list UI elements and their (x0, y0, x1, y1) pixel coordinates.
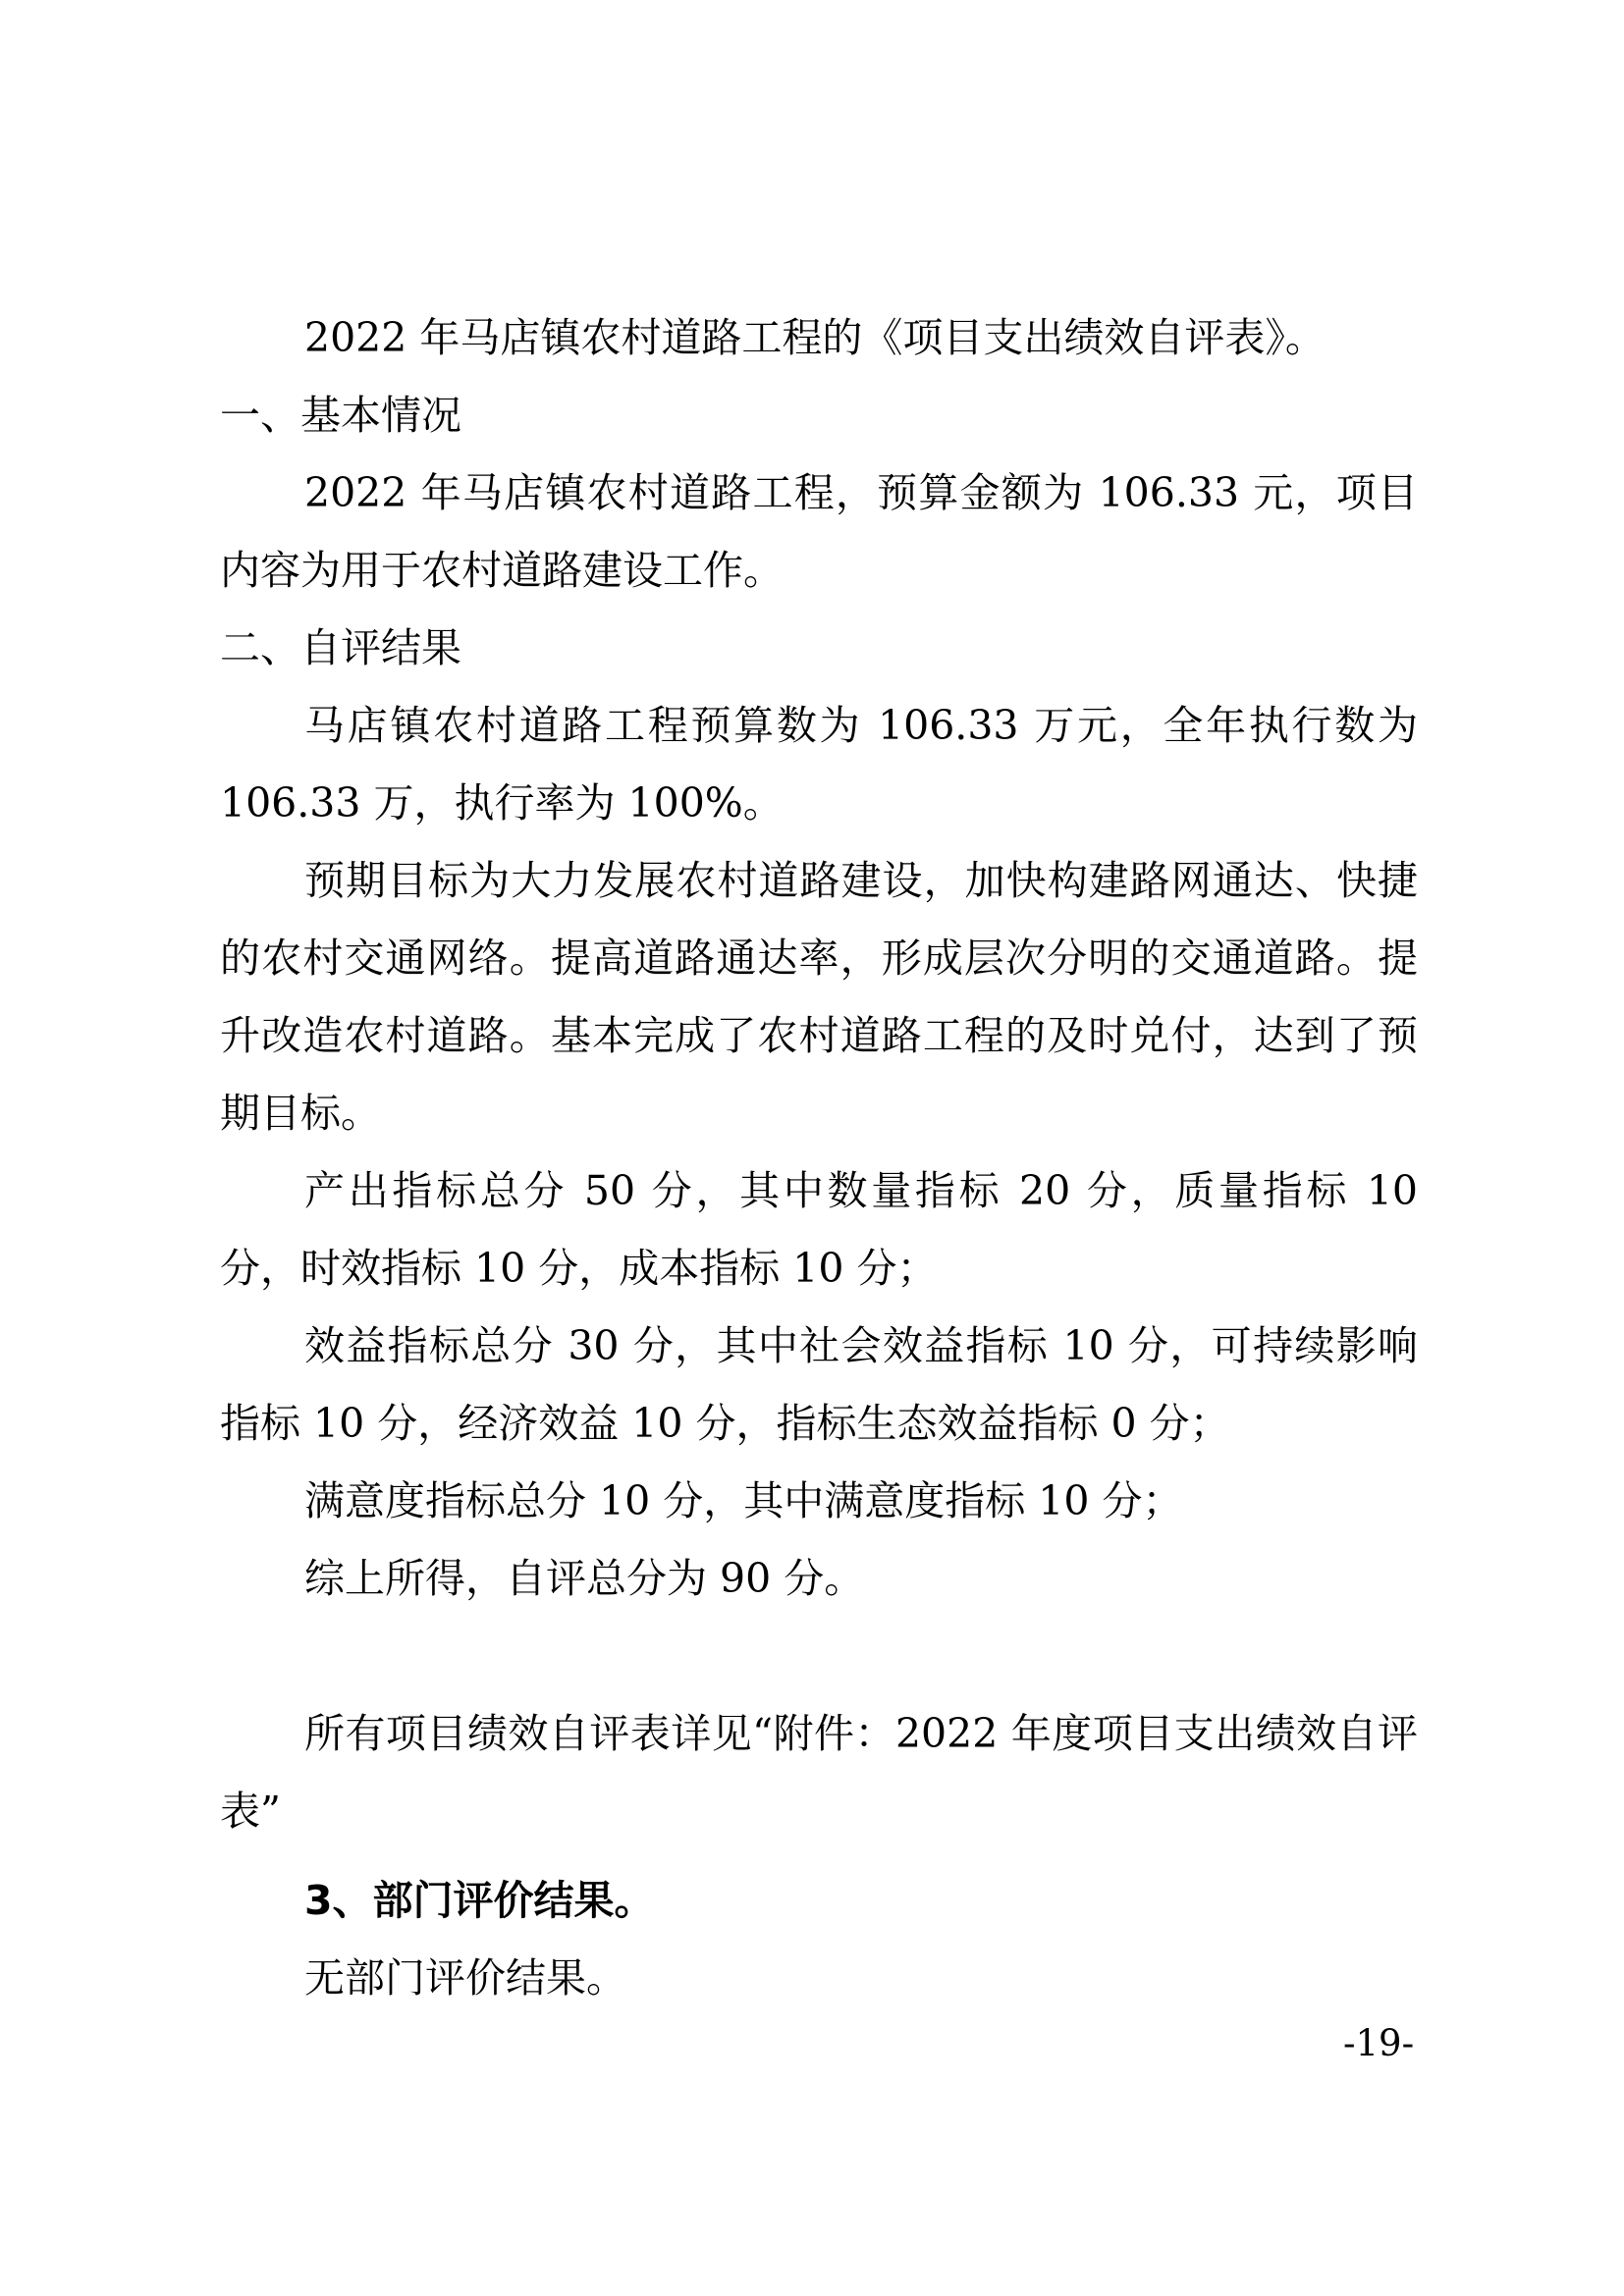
intro-paragraph: 2022 年马店镇农村道路工程的《项目支出绩效自评表》。 (304, 314, 1326, 361)
expected-goal-paragraph: 预期目标为大力发展农村道路建设，加快构建路网通达、快捷的农村交通网络。提高道路通达率，形成层次分明的交通道路。提升改造农村道路。基本完成了农村道路工程的及时兑付，达到了预期目标。 (220, 857, 1418, 1137)
section-heading-basic-info: 一、基本情况 (220, 392, 461, 439)
budget-execution-paragraph: 马店镇农村道路工程预算数为 106.33 万元，全年执行数为 106.33 万，执行率为 100%。 (220, 702, 1418, 827)
page-number: -19- (1343, 2022, 1415, 2064)
total-score-paragraph: 综上所得，自评总分为 90 分。 (304, 1555, 865, 1602)
basic-info-paragraph: 2022 年马店镇农村道路工程，预算金额为 106.33 元，项目内容为用于农村道路建设工作。 (220, 469, 1418, 594)
department-evaluation-heading: 3、部门评价结果。 (304, 1877, 655, 1924)
output-indicator-paragraph: 产出指标总分 50 分，其中数量指标 20 分，质量指标 10 分，时效指标 10 分，成本指标 10 分； (220, 1167, 1418, 1292)
section-heading-self-evaluation: 二、自评结果 (220, 624, 461, 671)
satisfaction-indicator-paragraph: 满意度指标总分 10 分，其中满意度指标 10 分； (304, 1477, 1183, 1524)
document-body (220, 299, 1418, 2017)
attachment-reference-paragraph: 所有项目绩效自评表详见“附件：2022 年度项目支出绩效自评表” (220, 1710, 1418, 1835)
benefit-indicator-paragraph: 效益指标总分 30 分，其中社会效益指标 10 分，可持续影响指标 10 分，经济效益 10 分，指标生态效益指标 0 分； (220, 1322, 1418, 1447)
department-evaluation-paragraph: 无部门评价结果。 (304, 1954, 626, 2002)
